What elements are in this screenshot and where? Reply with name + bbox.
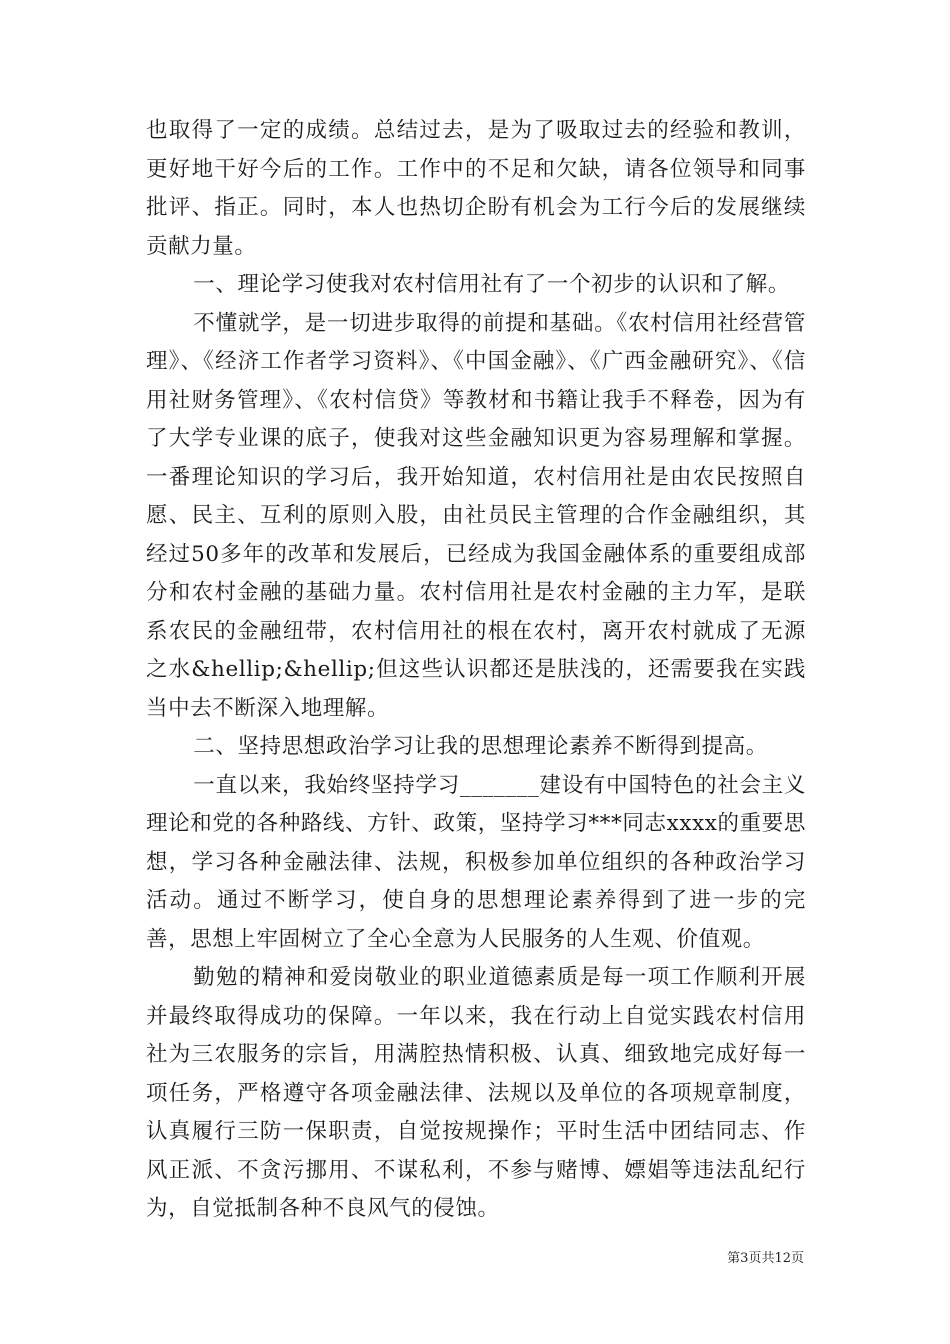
page-number: 第3页共12页	[727, 1251, 804, 1266]
document-body	[146, 112, 806, 1229]
paragraph-theory-study: 不懂就学，是一切进步取得的前提和基础。《农村信用社经营管理》、《经济工作者学习资料》、《中国金融》、《广西金融研究》、《信用社财务管理》、《农村信贷》等教材和书籍让我手不释卷，因为有了大学专业课的底子，使我对这些金融知识更为容易理解和掌握。一番理论知识的学习后，我开始知道，农村信用社是由农民按照自愿、民主、互利的原则入股，由社员民主管理的合作金融组织，其经过50多年的改革和发展后，已经成为我国金融体系的重要组成部分和农村金融的基础力量。农村信用社是农村金融的主力军，是联系农民的金融纽带，农村信用社的根在农村，离开农村就成了无源之水&hellip;&hellip;但这些认识都还是肤浅的，还需要我在实践当中去不断深入地理解。	[146, 310, 806, 721]
heading-theory-study: 一、理论学习使我对农村信用社有了一个初步的认识和了解。	[193, 272, 790, 297]
paragraph-work-ethic: 勤勉的精神和爱岗敬业的职业道德素质是每一项工作顺利开展并最终取得成功的保障。一年以来，我在行动上自觉实践农村信用社为三农服务的宗旨，用满腔热情积极、认真、细致地完成好每一项任务，严格遵守各项金融法律、法规以及单位的各项规章制度，认真履行三防一保职责，自觉按规操作；平时生活中团结同志、作风正派、不贪污挪用、不谋私利，不参与赌博、嫖娼等违法乱纪行为，自觉抵制各种不良风气的侵蚀。	[146, 965, 806, 1221]
heading-political-study: 二、坚持思想政治学习让我的思想理论素养不断得到提高。	[193, 734, 768, 759]
paragraph-political-study: 一直以来，我始终坚持学习_______建设有中国特色的社会主义理论和党的各种路线、方针、政策，坚持学习***同志xxxx的重要思想，学习各种金融法律、法规，积极参加单位组织的各种政治学习活动。通过不断学习，使自身的思想理论素养得到了进一步的完善，思想上牢固树立了全心全意为人民服务的人生观、价值观。	[146, 772, 806, 952]
paragraph-summary: 也取得了一定的成绩。总结过去，是为了吸取过去的经验和教训，更好地干好今后的工作。工作中的不足和欠缺，请各位领导和同事批评、指正。同时，本人也热切企盼有机会为工行今后的发展继续贡献力量。	[146, 118, 806, 259]
